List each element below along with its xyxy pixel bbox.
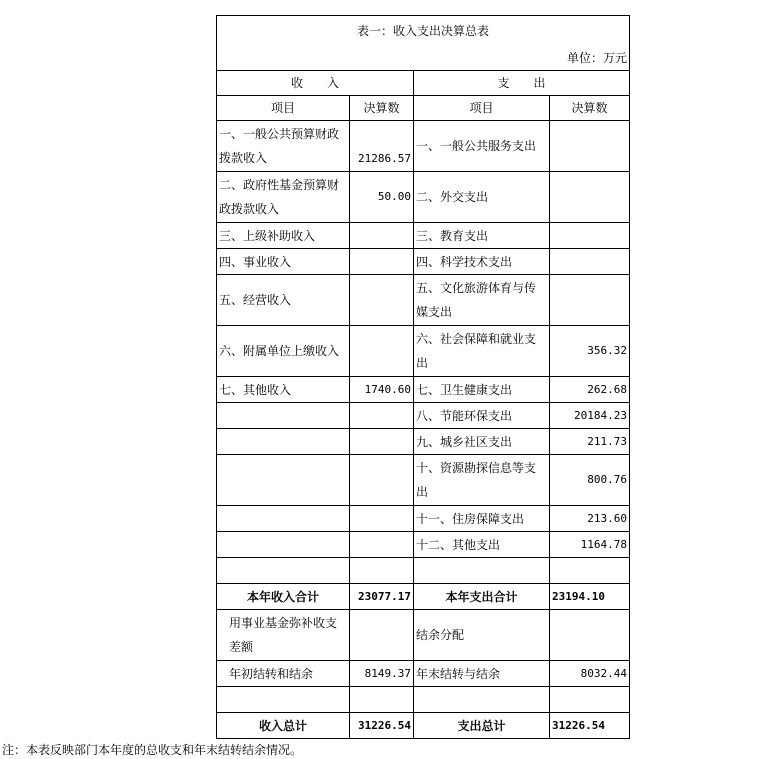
expense-amount (550, 121, 630, 172)
income-amount (350, 326, 414, 377)
table-row (217, 687, 630, 713)
expense-section-header: 支 出 (414, 71, 630, 96)
expense-item: 一、一般公共服务支出 (414, 121, 550, 172)
expense-amount (550, 687, 630, 713)
income-amount: 1740.60 (350, 377, 414, 403)
expense-item: 八、节能环保支出 (414, 403, 550, 429)
year-total-row (217, 584, 630, 610)
expense-item (414, 558, 550, 584)
table-row (217, 403, 630, 429)
table-row (217, 275, 630, 326)
income-item (217, 532, 350, 558)
income-amount (350, 223, 414, 249)
year-expense-total-label: 本年支出合计 (414, 584, 550, 610)
table-row (217, 506, 630, 532)
expense-amount: 8032.44 (550, 661, 630, 687)
income-item-header: 项目 (217, 96, 350, 121)
income-amount (350, 249, 414, 275)
year-income-total-label: 本年收入合计 (217, 584, 350, 610)
income-item (217, 403, 350, 429)
income-item (217, 687, 350, 713)
income-amount (350, 506, 414, 532)
income-amount-header: 决算数 (350, 96, 414, 121)
expense-amount: 800.76 (550, 455, 630, 506)
table-row (217, 326, 630, 377)
income-item: 一、一般公共预算财政拨款收入 (217, 121, 350, 172)
income-amount (350, 687, 414, 713)
income-amount: 21286.57 (350, 121, 414, 172)
income-item: 二、政府性基金预算财政拨款收入 (217, 172, 350, 223)
income-item (217, 558, 350, 584)
expense-amount (550, 275, 630, 326)
grand-expense-total-label: 支出总计 (414, 713, 550, 739)
income-section-header: 收 入 (217, 71, 414, 96)
expense-amount-header: 决算数 (550, 96, 630, 121)
expense-amount (550, 223, 630, 249)
year-income-total-amount: 23077.17 (350, 584, 414, 610)
expense-amount: 1164.78 (550, 532, 630, 558)
table-row (217, 429, 630, 455)
income-item (217, 506, 350, 532)
income-item: 四、事业收入 (217, 249, 350, 275)
income-amount (350, 403, 414, 429)
expense-amount: 356.32 (550, 326, 630, 377)
grand-total-row (217, 713, 630, 739)
expense-item (414, 687, 550, 713)
expense-item: 十一、住房保障支出 (414, 506, 550, 532)
expense-item: 年末结转与结余 (414, 661, 550, 687)
table-row (217, 532, 630, 558)
income-item: 五、经营收入 (217, 275, 350, 326)
expense-item: 十、资源勘探信息等支出 (414, 455, 550, 506)
income-item: 年初结转和结余 (217, 661, 350, 687)
income-item: 三、上级补助收入 (217, 223, 350, 249)
expense-item: 九、城乡社区支出 (414, 429, 550, 455)
table-row (217, 610, 630, 661)
expense-item: 结余分配 (414, 610, 550, 661)
income-amount (350, 275, 414, 326)
expense-item: 三、教育支出 (414, 223, 550, 249)
table-row (217, 455, 630, 506)
expense-amount: 20184.23 (550, 403, 630, 429)
income-item: 六、附属单位上缴收入 (217, 326, 350, 377)
income-expense-table (216, 15, 630, 739)
unit-label: 单位：万元 (217, 46, 630, 71)
income-amount: 8149.37 (350, 661, 414, 687)
grand-income-total-label: 收入总计 (217, 713, 350, 739)
income-amount (350, 429, 414, 455)
footnote: 注：本表反映部门本年度的总收支和年末结转结余情况。 (2, 743, 303, 757)
expense-amount (550, 610, 630, 661)
expense-amount: 262.68 (550, 377, 630, 403)
table-row (217, 377, 630, 403)
expense-item-header: 项目 (414, 96, 550, 121)
table-row (217, 249, 630, 275)
table-row (217, 223, 630, 249)
expense-item: 六、社会保障和就业支出 (414, 326, 550, 377)
income-amount (350, 558, 414, 584)
income-item (217, 429, 350, 455)
income-item (217, 455, 350, 506)
expense-amount (550, 249, 630, 275)
expense-item: 四、科学技术支出 (414, 249, 550, 275)
expense-amount: 211.73 (550, 429, 630, 455)
grand-expense-total-amount: 31226.54 (550, 713, 630, 739)
expense-item: 七、卫生健康支出 (414, 377, 550, 403)
year-expense-total-amount: 23194.10 (550, 584, 630, 610)
income-amount: 50.00 (350, 172, 414, 223)
table-row (217, 172, 630, 223)
income-amount (350, 610, 414, 661)
expense-item: 二、外交支出 (414, 172, 550, 223)
expense-amount: 213.60 (550, 506, 630, 532)
income-amount (350, 532, 414, 558)
income-amount (350, 455, 414, 506)
expense-item: 五、文化旅游体育与传媒支出 (414, 275, 550, 326)
income-item: 用事业基金弥补收支差额 (217, 610, 350, 661)
expense-amount (550, 172, 630, 223)
expense-amount (550, 558, 630, 584)
expense-item: 十二、其他支出 (414, 532, 550, 558)
table-title: 表一：收入支出决算总表 (217, 16, 630, 47)
grand-income-total-amount: 31226.54 (350, 713, 414, 739)
table-row (217, 558, 630, 584)
income-item: 七、其他收入 (217, 377, 350, 403)
table-row (217, 121, 630, 172)
table-row (217, 661, 630, 687)
